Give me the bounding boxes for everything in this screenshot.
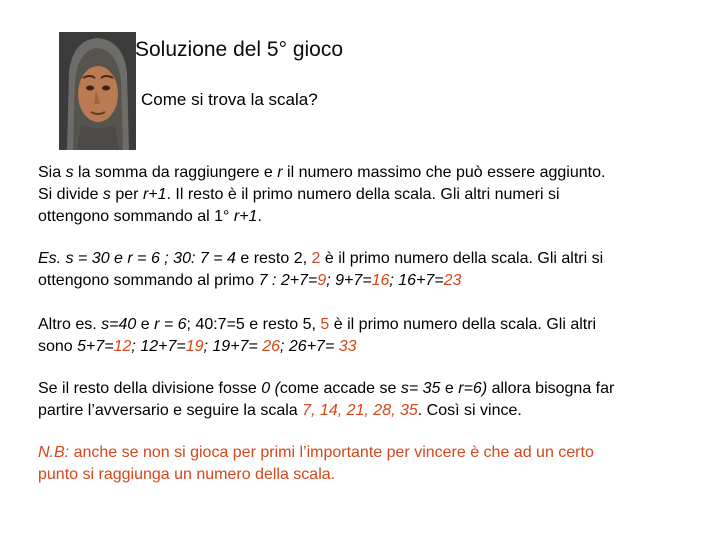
text-segment: r [277,164,283,181]
text-segment: 9 [317,272,327,289]
text-segment: 0 ( [261,380,280,397]
text-segment: ; 26+7= [280,338,339,355]
text-segment: ; 16+7= [389,272,444,289]
text-segment: ottengono sommando al primo [38,272,259,289]
paragraph-definition [38,162,698,228]
text-segment: ; 9+7= [326,272,372,289]
text-segment: 19 [185,338,204,355]
text-segment: ; 12+7= [131,338,186,355]
text-segment: e resto 2, [235,250,312,267]
slide-subtitle: Come si trova la scala? [141,90,318,109]
text-segment: 7 : 2+7= [258,272,318,289]
text-line [38,162,698,184]
text-segment: . [257,208,262,225]
text-segment: 12 [113,338,132,355]
paragraph-example-2 [38,314,698,358]
text-segment: è il primo numero della scala. Gli altri [329,316,597,333]
text-segment: 7, 14, 21, 28, 35 [302,402,418,419]
paragraph-note [38,442,698,486]
text-segment: è il primo numero della scala. Gli altri si [320,250,604,267]
text-segment: Es. s = 30 e r = 6 ; 30: 7 = 4 [38,250,236,267]
text-segment: partire l’avversario e seguire la scala [38,402,303,419]
text-segment: come accade se [279,380,401,397]
text-segment: allora bisogna far [487,380,615,397]
text-segment: Sia [38,164,66,181]
text-segment: 26 [262,338,281,355]
text-segment: r+1 [142,186,167,203]
text-segment: la somma da raggiungere e [73,164,278,181]
text-segment: Si divide [38,186,103,203]
text-segment: s= 35 [400,380,441,397]
text-segment: ottengono sommando al 1° [38,208,234,225]
text-line [38,248,698,270]
text-line [38,464,698,486]
text-segment: il numero massimo che può essere aggiunto. [282,164,606,181]
text-segment: s [65,164,74,181]
text-line [38,314,698,336]
text-segment: ; 40:7=5 e resto 5, [186,316,321,333]
text-segment: 33 [338,338,357,355]
text-segment: per [110,186,143,203]
text-segment: 2 [311,250,321,267]
text-segment: Altro es. [38,316,102,333]
text-segment: Se il resto della divisione fosse [38,380,262,397]
text-line [38,378,698,400]
text-segment: . Così si vince. [417,402,522,419]
text-segment: 5+7= [77,338,114,355]
text-segment: . Il resto è il primo numero della scala. Gli altri numeri si [166,186,560,203]
text-segment: 5 [320,316,330,333]
text-segment: r = 6 [154,316,187,333]
text-line [38,400,698,422]
text-line [38,336,698,358]
text-segment: s=40 [101,316,137,333]
text-segment: anche se non si gioca per primi l’importante per vincere è che ad un certo [69,444,594,461]
text-segment: r=6) [458,380,488,397]
text-line [38,184,698,206]
text-segment: e [440,380,459,397]
text-segment: N.B: [38,444,70,461]
text-segment: e [136,316,155,333]
text-segment: r+1 [233,208,258,225]
text-segment: s [102,186,111,203]
text-line [38,206,698,228]
text-segment: ; 19+7= [203,338,263,355]
text-line [38,270,698,292]
paragraph-zero-remainder [38,378,698,422]
text-line [38,442,698,464]
text-segment: 23 [443,272,462,289]
text-segment: punto si raggiunga un numero della scala. [38,466,336,483]
text-segment: sono [38,338,78,355]
paragraph-example-1 [38,248,698,292]
text-segment: 16 [371,272,390,289]
portrait-image [59,32,136,150]
slide-title: Soluzione del 5° gioco [135,38,344,61]
